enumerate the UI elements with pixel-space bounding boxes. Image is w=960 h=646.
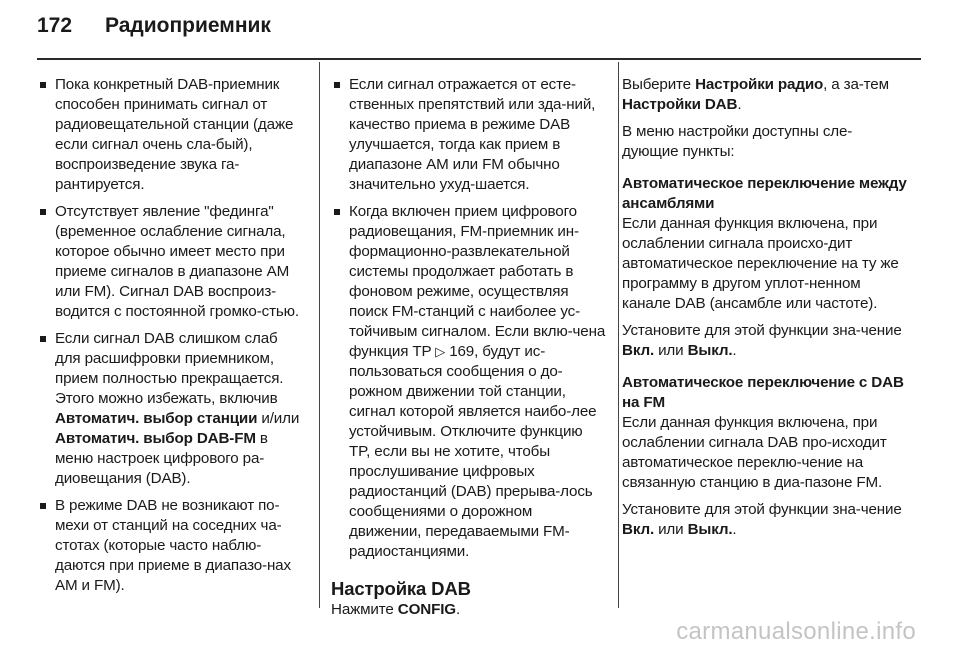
paragraph: Установите для этой функции зна-чение Вкл. или Выкл.. xyxy=(622,501,902,538)
value-on: Вкл. xyxy=(622,521,655,538)
subheading-dab-fm: Автоматическое переключение с DAB на FM xyxy=(622,374,904,411)
paragraph: Установите для этой функции зна-чение Вкл. или Выкл.. xyxy=(622,322,902,359)
paragraph: Выберите Настройки радио, а за-тем Настройки DAB. xyxy=(622,76,889,113)
list-item: В режиме DAB не возникают по-мехи от станций на соседних ча-стотах (которые часто наблю-даются при приеме в диапазо-нах AM и FM). xyxy=(37,496,305,596)
column-divider-1 xyxy=(319,62,320,608)
bullet-icon xyxy=(334,209,340,215)
bullet-icon xyxy=(40,82,46,88)
value-on: Вкл. xyxy=(622,342,655,359)
subheading-ensemble: Автоматическое переключение между ансамблями xyxy=(622,175,907,212)
column-2 xyxy=(331,75,607,627)
watermark: carmanualsonline.info xyxy=(676,618,916,645)
bullet-icon xyxy=(334,82,340,88)
page-title: Радиоприемник xyxy=(105,14,271,37)
page-number: 172 xyxy=(37,14,73,37)
paragraph: Нажмите CONFIG. xyxy=(331,601,461,618)
bullet-icon xyxy=(40,336,46,342)
list-item: Если сигнал DAB слишком слаб для расшифровки приемником, прием полностью прекращается. Этого можно избежать, включив Автоматич. выбор станции и/или Автоматич. выбор DAB-FM в меню настроек цифрового ра-диовещания (DAB). xyxy=(37,329,305,489)
column-1 xyxy=(37,75,305,603)
value-off: Выкл. xyxy=(687,342,733,359)
menu-radio-settings: Настройки радио xyxy=(695,76,824,93)
header-rule xyxy=(37,58,921,60)
section-title: Настройка DAB xyxy=(331,578,471,599)
column-3 xyxy=(622,75,908,547)
list-item: Пока конкретный DAB-приемник способен принимать сигнал от радиовещательной станции (даже если сигнал очень сла-бый), воспроизведение звука га-рантируется. xyxy=(37,75,305,195)
paragraph: Если данная функция включена, при ослаблении сигнала происхо-дит автоматическое переключение на ту же программу в другом уплот-ненном канале DAB (ансамбле или частоте). xyxy=(622,215,899,312)
bullet-icon xyxy=(40,503,46,509)
config-button-label: CONFIG xyxy=(397,601,456,618)
menu-option-auto-dab-fm: Автоматич. выбор DAB-FM xyxy=(55,430,256,447)
column-divider-2 xyxy=(618,62,619,608)
list-item: Если сигнал отражается от есте-ственных препятствий или зда-ний, качество приема в режиме DAB улучшается, тогда как прием в диапазоне AM или FM обычно значительно ухуд-шается. xyxy=(331,75,607,195)
paragraph: В меню настройки доступны сле-дующие пункты: xyxy=(622,123,853,160)
page-ref-link[interactable]: 169 xyxy=(445,343,475,360)
menu-dab-settings: Настройки DAB xyxy=(622,96,738,113)
menu-option-auto-station: Автоматич. выбор станции xyxy=(55,410,258,427)
paragraph: Если данная функция включена, при ослаблении сигнала DAB про-исходит автоматическое переклю-чение на связанную станцию в диа-пазоне FM. xyxy=(622,414,887,491)
value-off: Выкл. xyxy=(687,521,733,538)
list-item: Отсутствует явление "фединга" (временное ослабление сигнала, которое обычно имеет место при приеме сигналов в диапазоне AM или FM). Сигнал DAB воспроиз-водится с постоянной громко-стью. xyxy=(37,202,305,322)
page-ref-icon: ▷ xyxy=(435,344,446,359)
bullet-icon xyxy=(40,209,46,215)
list-item: Когда включен прием цифрового радиовещания, FM-приемник ин-формационно-развлекательной системы продолжает работать в фоновом режиме, осуществляя поиск FM-станций с наиболее ус-тойчивым сигналом. Если вклю-чена функция TP ▷ 169, будут ис-пользоваться сообщения о до-рожном движении той станции, сигнал которой является наибо-лее устойчивым. Отключите функцию TP, если вы не хотите, чтобы прослушивание цифровых радиостанций (DAB) прерыва-лось сообщениями о дорожном движении, передаваемыми FM-радиостанциями. xyxy=(331,202,607,562)
